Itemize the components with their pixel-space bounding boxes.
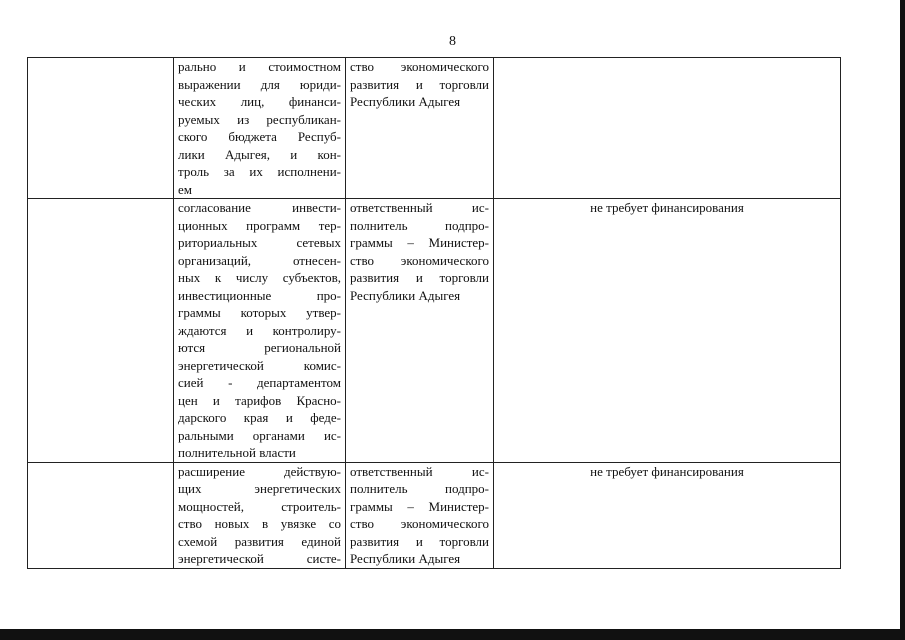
funding-cell [494, 58, 841, 199]
text-line: схемой развития единой [178, 533, 341, 549]
text-line: граммы – Министер- [350, 498, 489, 514]
text-line: ческих лиц, финанси- [178, 94, 341, 109]
text-line: энергетической систе- [178, 551, 341, 566]
text-line: граммы которых утвер- [178, 305, 341, 320]
text-line: развития и торговли [350, 533, 489, 549]
text-line: щих энергетических [178, 481, 341, 496]
text-line: троль за их исполнени- [178, 164, 341, 179]
text-line: полнитель подпро- [350, 217, 489, 233]
table-row [28, 199, 841, 463]
text-line: ответственный ис- [350, 200, 489, 215]
text-line: ральными органами ис- [178, 427, 341, 443]
table-row [28, 462, 841, 568]
page-number: 8 [449, 34, 456, 49]
text-line: развития и торговли [350, 76, 489, 92]
text-line: ционных программ тер- [178, 217, 341, 233]
text-line: Республики Адыгея [350, 287, 461, 303]
text-line: лики Адыгея, и кон- [178, 146, 341, 162]
text-line: ство новых в увязке со [178, 516, 341, 531]
text-line: сией - департаментом [178, 375, 341, 390]
text-line: расширение действую- [178, 463, 341, 479]
text-line: ство экономического [350, 516, 489, 531]
text-line: ных к числу субъектов, [178, 270, 341, 285]
text-line: развития и торговли [350, 270, 489, 285]
text-line: цен и тарифов Красно- [178, 392, 341, 408]
text-line: организаций, отнесен- [178, 252, 341, 268]
program-table [27, 57, 841, 569]
text-line: энергетической комис- [178, 357, 341, 373]
text-line: полнитель подпро- [350, 481, 489, 496]
text-line: выражении для юриди- [178, 76, 341, 92]
text-line: мощностей, строитель- [178, 498, 341, 514]
measure-cell [174, 462, 346, 568]
text-line: дарского края и феде- [178, 410, 341, 425]
text-line: ство экономического [350, 252, 489, 268]
scan-edge-right [900, 0, 905, 640]
table-cell-blank [28, 58, 174, 199]
executor-cell [346, 199, 494, 463]
measure-cell [174, 58, 346, 199]
text-line: рально и стоимостном [178, 59, 341, 74]
table-row [28, 58, 841, 199]
text-line: риториальных сетевых [178, 235, 341, 250]
table-cell-blank [28, 462, 174, 568]
text-line: согласование инвести- [178, 200, 341, 215]
text-line: полнительной власти [178, 445, 296, 460]
text-line: ем [178, 181, 192, 197]
text-line: ются региональной [178, 340, 341, 355]
table-cell-blank [28, 199, 174, 463]
text-line: инвестиционные про- [178, 287, 341, 303]
text-line: ответственный ис- [350, 463, 489, 479]
text-line: руемых из республикан- [178, 111, 341, 127]
text-line: граммы – Министер- [350, 235, 489, 250]
text-line: Республики Адыгея [350, 551, 461, 566]
executor-cell [346, 462, 494, 568]
text-line: Республики Адыгея [350, 94, 461, 109]
executor-cell [346, 58, 494, 199]
scan-edge-bottom [0, 629, 905, 640]
funding-cell: не требует финансирования [494, 199, 841, 463]
measure-cell [174, 199, 346, 463]
text-line: ждаются и контролиру- [178, 322, 341, 338]
text-line: ского бюджета Респуб- [178, 129, 341, 144]
funding-cell: не требует финансирования [494, 462, 841, 568]
text-line: ство экономического [350, 59, 489, 74]
